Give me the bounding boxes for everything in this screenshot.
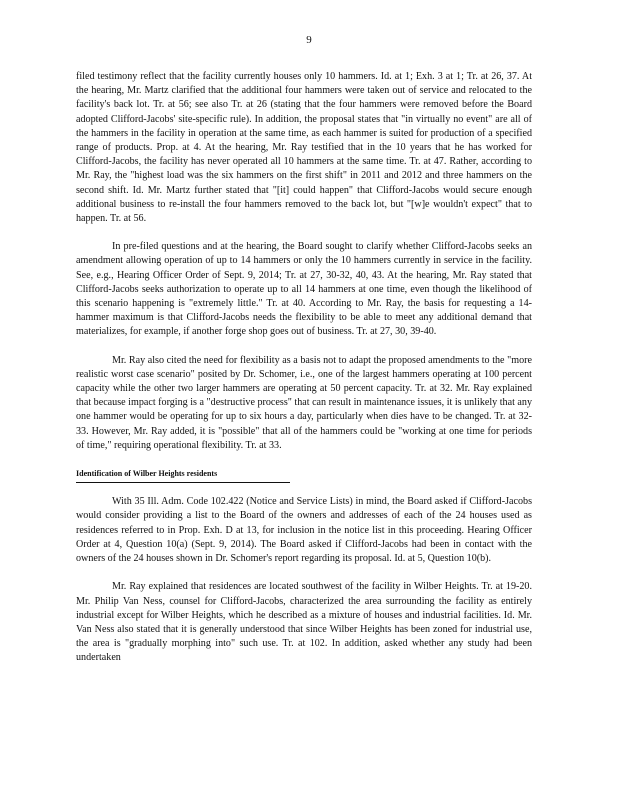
- body-paragraph: With 35 Ill. Adm. Code 102.422 (Notice and Service Lists) in mind, the Board asked if Clifford-Jacobs would consider providing a list to the Board of the owners and addresses of each of the 24 houses used as residences referred to in Prop. Exh. D at 13, for inclusion in the notice list in this proceeding. Hearing Officer Order at 4, Question 10(a) (Sept. 9, 2014). The Board asked if Clifford-Jacobs had been in contact with the owners of the 24 houses shown in Dr. Schomer's report regarding its proposal. Id. at 5, Question 10(b).: [76, 496, 532, 565]
- body-paragraph: filed testimony reflect that the facility currently houses only 10 hammers. Id. at 1; Exh. 3 at 1; Tr. at 26, 37. At the hearing, Mr. Martz clarified that the additional four hammers were taken out of service and relocated to the facility's back lot. Tr. at 56; see also Tr. at 26 (stating that the four hammers were removed before the Board adopted Clifford-Jacobs' site-specific rule). In addition, the proposal states that "in virtually no event" are all of the hammers in the facility in operation at the same time, as each hammer is suited for production of a specified range of products. Prop. at 4. At the hearing, Mr. Ray testified that in the 10 years that he has worked for Clifford-Jacobs, the facility has never operated all 10 hammers at the same time. Tr. at 47. Rather, according to Mr. Ray, the "highest load was the six hammers on the first shift" in 2011 and 2012 and three hammers on the second shift. Id. Mr. Martz further stated that "[it] could happen" that Clifford-Jacobs would secure enough additional business to re-install the four hammers removed to the back lot, but "[w]e wouldn't expect" that to happen. Tr. at 56.: [76, 71, 532, 225]
- body-paragraph: Mr. Ray explained that residences are located southwest of the facility in Wilber Heights. Tr. at 19-20. Mr. Philip Van Ness, counsel for Clifford-Jacobs, characterized the area surrounding the facility as entirely industrial except for Wilber Heights, which he described as a mixture of houses and industrial facilities. Id. Mr. Van Ness also stated that it is generally understood that since Wilber Heights has been zoned for industrial use, the area is "gradually morphing into" such use. Tr. at 102. In addition, asked whether any study had been undertaken: [76, 581, 532, 664]
- body-paragraph: In pre-filed questions and at the hearing, the Board sought to clarify whether Clifford-Jacobs seeks an amendment allowing operation of up to 14 hammers or only the 10 hammers currently in service in the facility. See, e.g., Hearing Officer Order of Sept. 9, 2014; Tr. at 27, 30-32, 40, 43. At the hearing, Mr. Ray stated that Clifford-Jacobs seeks authorization to operate up to all 14 hammers at one time, even though the likelihood of this scenario happening is "extremely little." Tr. at 40. According to Mr. Ray, the basis for requesting a 14-hammer maximum is that Clifford-Jacobs needs the flexibility to be able to meet any additional demand that materializes, for example, if another forge shop goes out of business. Tr. at 27, 30, 39-40.: [76, 241, 532, 338]
- page-number: 9: [306, 34, 312, 46]
- section-heading: Identification of Wilber Heights residents: [76, 467, 290, 483]
- body-paragraph: Mr. Ray also cited the need for flexibility as a basis not to adapt the proposed amendments to the "more realistic worst case scenario" posited by Dr. Schomer, i.e., one of the largest hammers operating at 100 percent capacity while the other two larger hammers are operating at 50 percent capacity. Tr. at 32. Mr. Ray explained that because impact forging is a "destructive process" that can result in maintenance issues, it is unlikely that any one hammer would be operating for up to six hours a day, particularly when dies have to be changed. Tr. at 32-33. However, Mr. Ray added, it is "possible" that all of the hammers could be "working at one time for periods of time," requiring operational flexibility. Tr. at 33.: [76, 354, 532, 451]
- document-body: [76, 70, 532, 666]
